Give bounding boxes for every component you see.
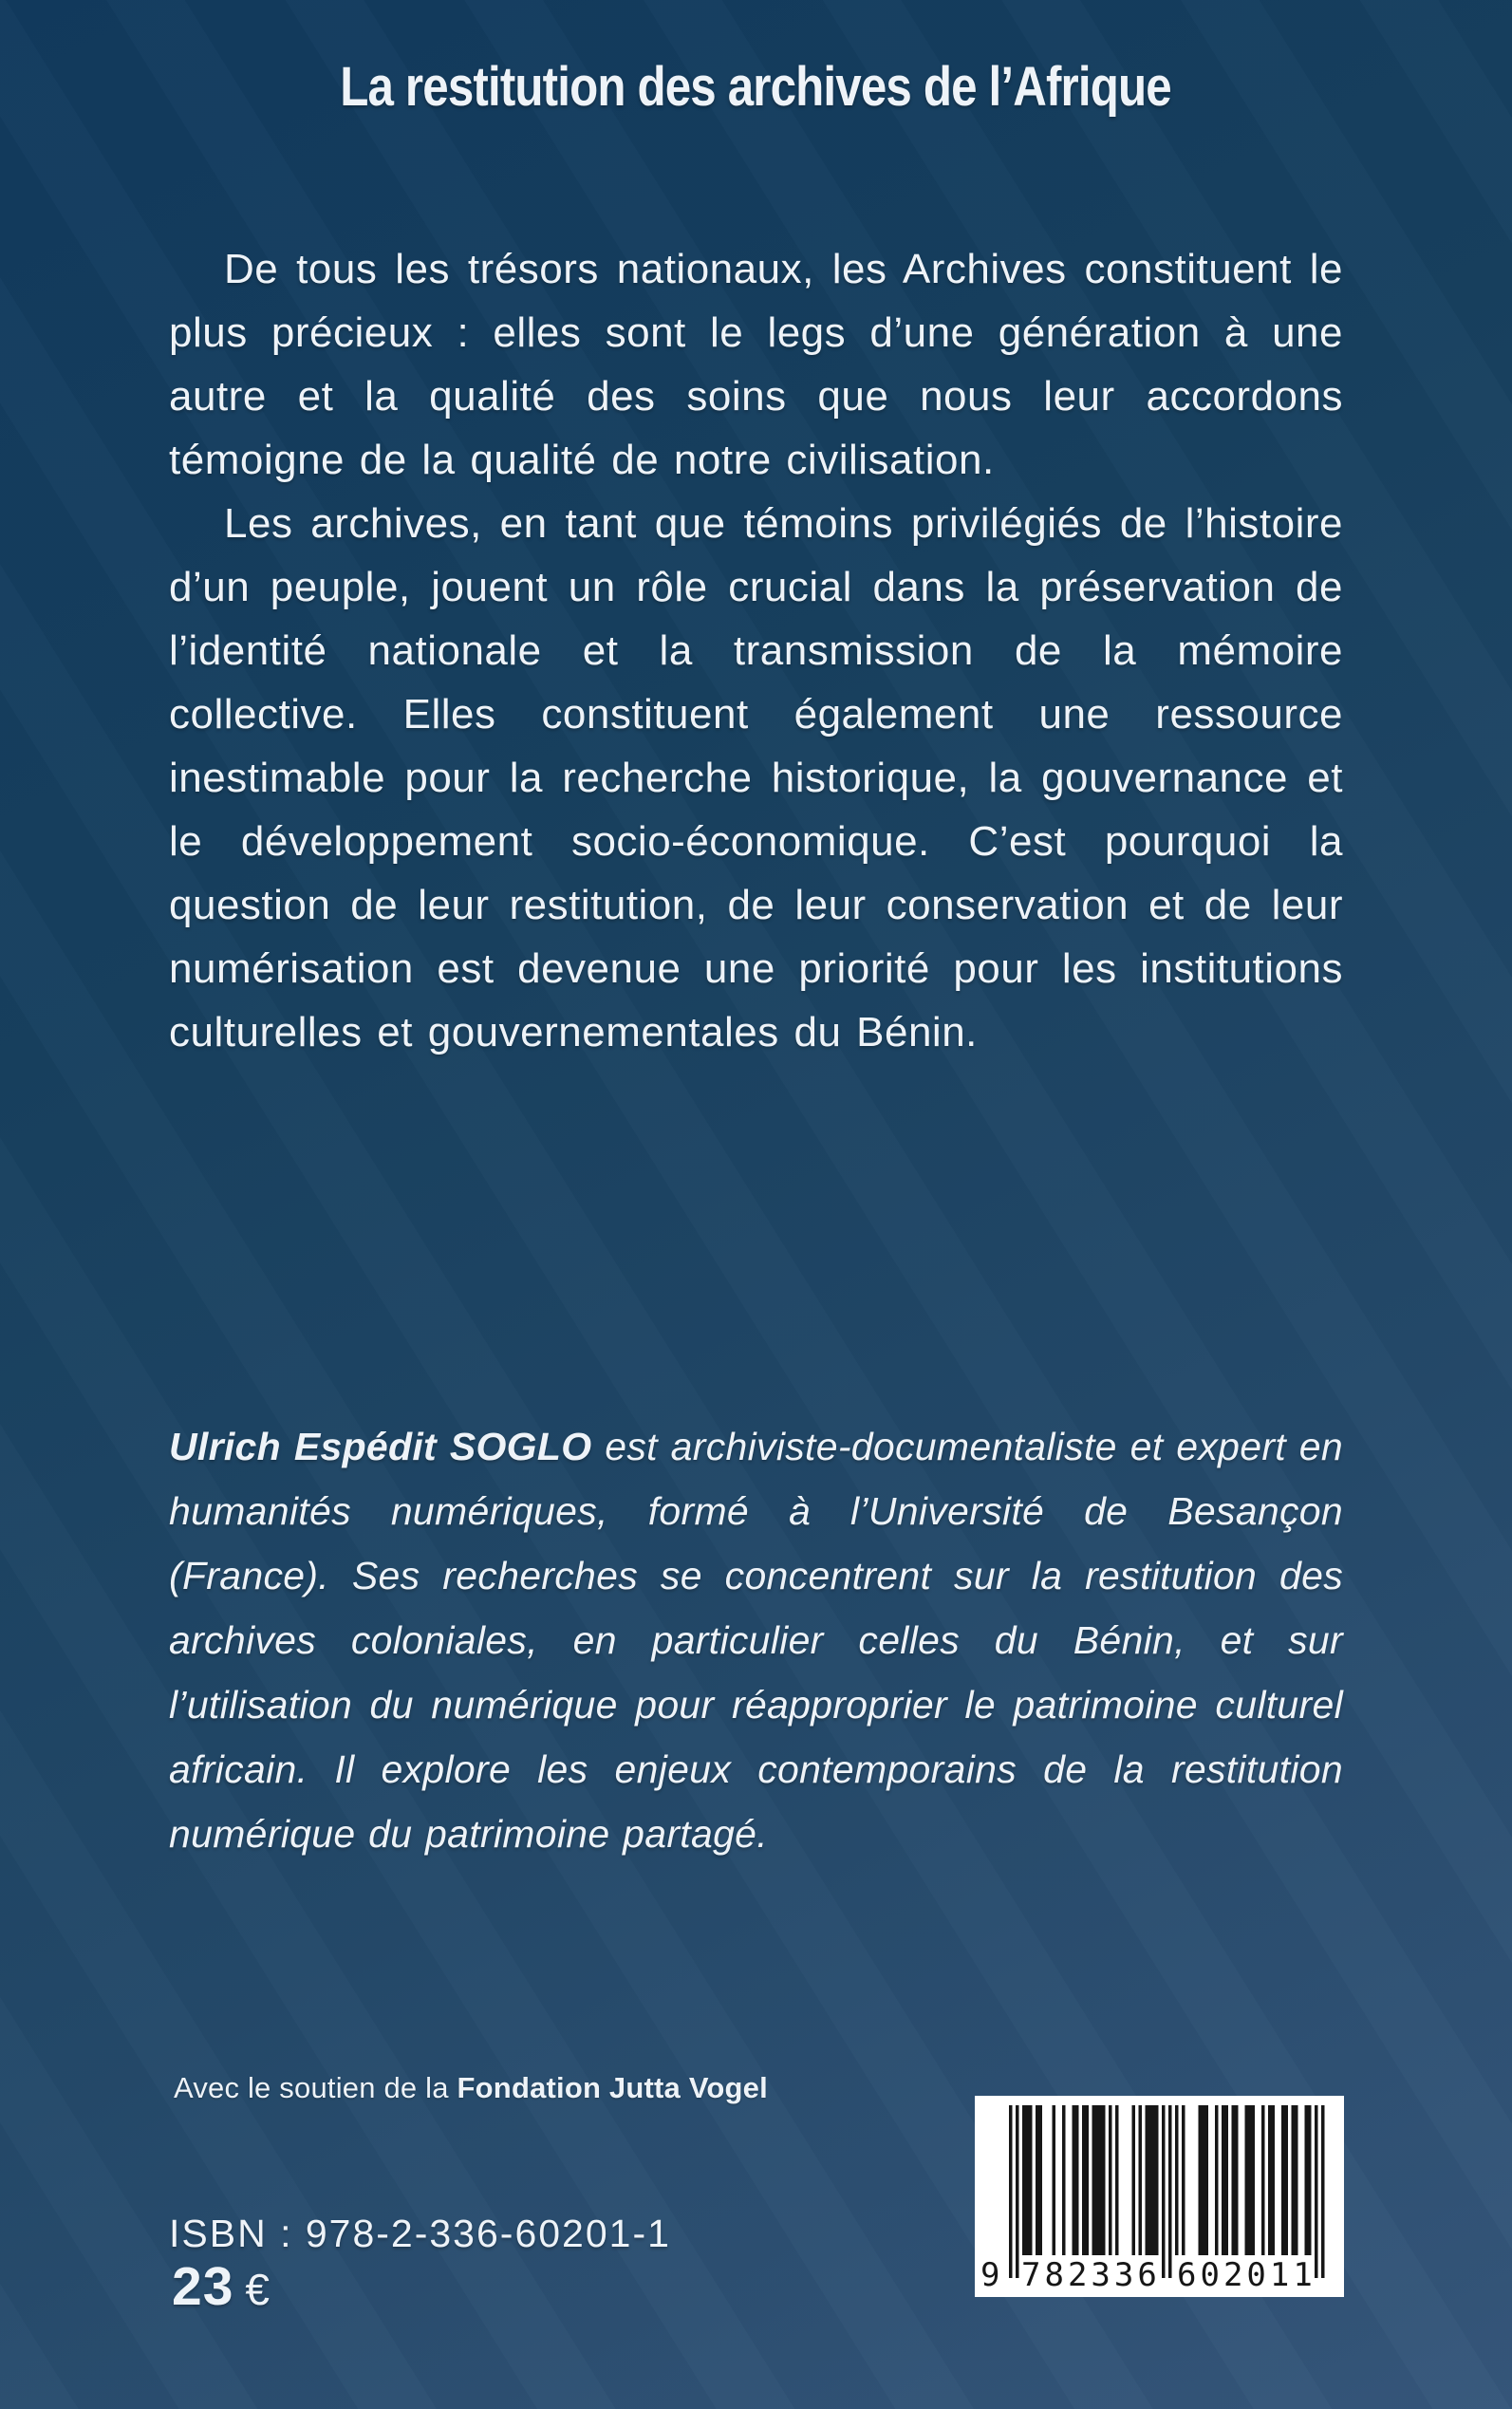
- book-title: [0, 57, 1512, 118]
- isbn-label: ISBN : 978-2-336-60201-1: [169, 2212, 671, 2255]
- ean13-barcode: [975, 2096, 1344, 2297]
- support-credit: [174, 2071, 768, 2105]
- synopsis-paragraph-1: De tous les trésors nationaux, les Archives constituent le plus précieux : elles sont le legs d’une génération à une autre et la qualité des soins que nous leur accordons témoigne de la qualité de notre civilisation.: [169, 246, 1343, 483]
- synopsis-paragraph-2: Les archives, en tant que témoins privilégiés de l’histoire d’un peuple, jouent un rôle crucial dans la préservation de l’identité nationale et la transmission de la mémoire collective. Elles constituent également une ressource inestimable pour la recherche historique, la gouvernance et le développement socio-économique. C’est pourquoi la question de leur restitution, de leur conservation et de leur numérisation est devenue une priorité pour les institutions culturelles et gouvernementales du Bénin.: [169, 500, 1343, 1055]
- book-title-text: La restitution des archives de l’Afrique: [340, 56, 1172, 118]
- author-name: Ulrich Espédit SOGLO: [169, 1425, 592, 1468]
- price-amount: 23: [172, 2256, 234, 2317]
- support-credit-prefix: Avec le soutien de la: [174, 2071, 457, 2104]
- price: [172, 2255, 270, 2318]
- barcode-digits-left-group: 782336: [1021, 2256, 1161, 2294]
- synopsis: [169, 237, 1343, 1064]
- author-bio-text: est archiviste-documentaliste et expert en humanités numériques, formé à l’Université de Besançon (France). Ses recherches se concentrent sur la restitution des archives coloniales, en particulier celles du Bénin, et sur l’utilisation du numérique pour réapproprier le patrimoine culturel africain. Il explore les enjeux contemporains de la restitution numérique du patrimoine partagé.: [169, 1425, 1343, 1856]
- author-bio: [169, 1414, 1343, 1866]
- barcode-digit-first: 9: [980, 2256, 1000, 2294]
- euro-currency-symbol: €: [245, 2265, 270, 2314]
- barcode-digits-right-group: 602011: [1177, 2256, 1316, 2294]
- support-foundation-name: Fondation Jutta Vogel: [457, 2071, 768, 2104]
